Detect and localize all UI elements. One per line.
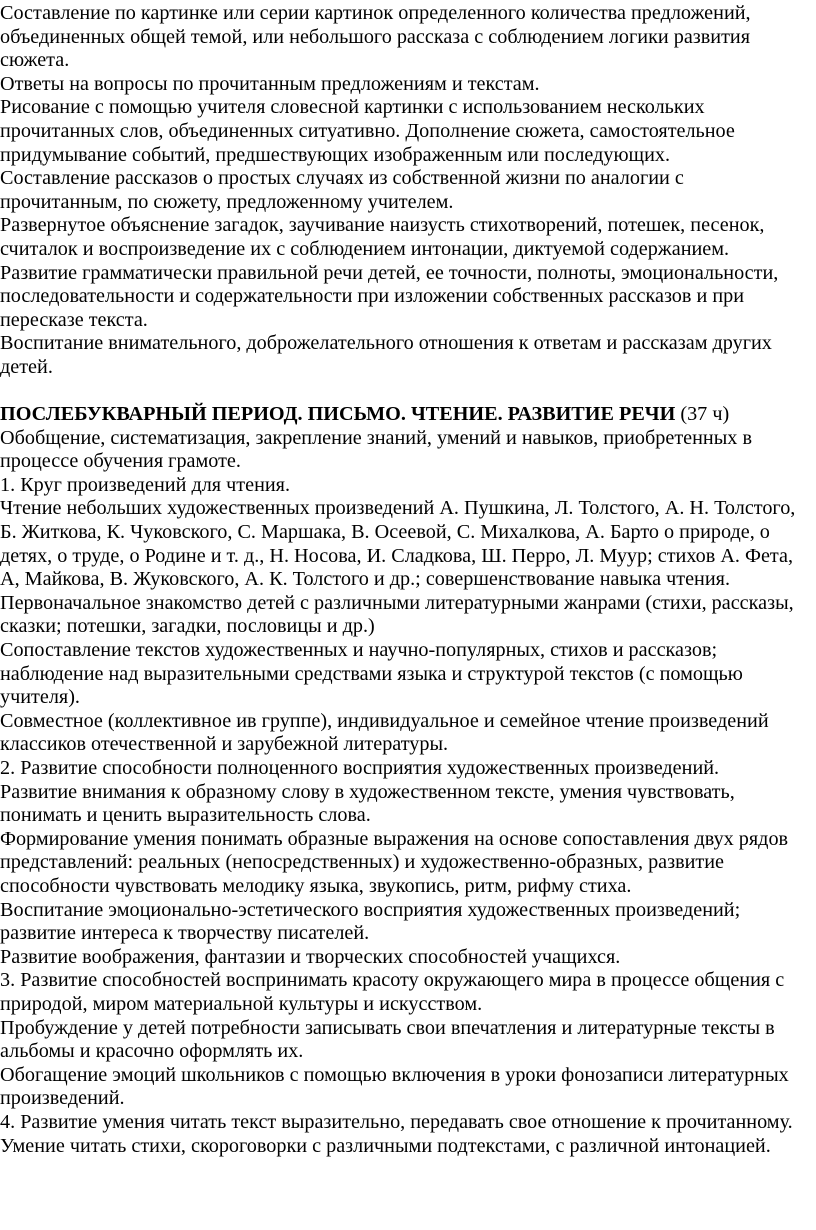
- paragraph: Развернутое объяснение загадок, заучивание наизусть стихотворений, потешек, песенок, считалок и воспроизведение их с соблюдением интонации, диктуемой содержанием.: [0, 214, 765, 260]
- paragraph: Развитие воображения, фантазии и творческих способностей учащихся.: [0, 945, 621, 968]
- paragraph: Воспитание внимательного, доброжелательного отношения к ответам и рассказам других детей.: [0, 332, 772, 378]
- paragraph: Совместное (коллективное ив группе), индивидуальное и семейное чтение произведений классиков отечественной и зарубежной литературы.: [0, 709, 769, 756]
- numbered-item: 2. Развитие способности полноценного восприятия художественных произведений.: [0, 757, 720, 779]
- numbered-item: 4. Развитие умения читать текст выразительно, передавать свое отношение к прочитанному.: [0, 1110, 793, 1133]
- paragraph: Воспитание эмоционально-эстетического восприятия художественных произведений; развитие интереса к творчеству писателей.: [0, 898, 741, 945]
- section-heading-title: ПОСЛЕБУКВАРНЫЙ ПЕРИОД. ПИСЬМО. ЧТЕНИЕ. РАЗВИТИЕ РЕЧИ: [0, 403, 676, 426]
- section-heading: [0, 403, 810, 427]
- paragraph: Составление рассказов о простых случаях из собственной жизни по аналогии с прочитанным, по сюжету, предложенному учителем.: [0, 167, 684, 213]
- paragraph: Пробуждение у детей потребности записывать свои впечатления и литературные тексты в альбомы и красочно оформлять их.: [0, 1016, 775, 1063]
- paragraph: Первоначальное знакомство детей с различными литературными жанрами (стихи, рассказы, сказки; потешки, загадки, пословицы и др.): [0, 591, 794, 638]
- paragraph: Формирование умения понимать образные выражения на основе сопоставления двух рядов представлений: реальных (непосредственных) и художественно-образных, развитие способности чувствовать мелодику языка, звукопись, ритм, рифму стиха.: [0, 827, 789, 897]
- paragraph: Обогащение эмоций школьников с помощью включения в уроки фонозаписи литературных произведений.: [0, 1063, 789, 1110]
- paragraph: Развитие внимания к образному слову в художественном тексте, умения чувствовать, понимать и ценить выразительность слова.: [0, 780, 735, 827]
- paragraph: Обобщение, систематизация, закрепление знаний, умений и навыков, приобретенных в процессе обучения грамоте.: [0, 426, 752, 473]
- paragraph: Чтение небольших художественных произведений А. Пушкина, Л. Толстого, А. Н. Толстого, Б. Житкова, К. Чуковского, С. Маршака, В. Осеевой, С. Михалкова, А. Барто о природе, о детях, о труде, о Родине и т. д., Н. Носова, И. Сладкова, Ш. Перро, Л. Муур; стихов А. Фета, А, Майкова, В. Жуковского, А. К. Толстого и др.; совершенствование навыка чтения.: [0, 497, 796, 591]
- paragraph: Сопоставление текстов художественных и научно-популярных, стихов и рассказов; наблюдение над выразительными средствами языка и структурой текстов (с помощью учителя).: [0, 639, 743, 709]
- section-heading-hours: (37 ч): [675, 403, 730, 426]
- blank-line: [0, 380, 810, 404]
- paragraph: Составление по картинке или серии картинок определенного количества предложений, объединенных общей темой, или небольшого рассказа с соблюдением логики развития сюжета.: [0, 2, 751, 72]
- paragraph: Рисование с помощью учителя словесной картинки с использованием нескольких прочитанных слов, объединенных ситуативно. Дополнение сюжета, самостоятельное придумывание событий, предшествующих изображенным или последующих.: [0, 96, 735, 166]
- numbered-item: 1. Круг произведений для чтения.: [0, 473, 291, 496]
- numbered-item: 3. Развитие способностей воспринимать красоту окружающего мира в процессе общения с природой, миром материальной культуры и искусством.: [0, 969, 785, 1015]
- paragraph: Ответы на вопросы по прочитанным предложениям и текстам.: [0, 72, 540, 95]
- paragraph: Развитие грамматически правильной речи детей, ее точности, полноты, эмоциональности, последовательности и содержательности при изложении собственных рассказов и при пересказе текста.: [0, 261, 779, 331]
- paragraph: Умение читать стихи, скороговорки с различными подтекстами, с различной интонацией.: [0, 1134, 771, 1157]
